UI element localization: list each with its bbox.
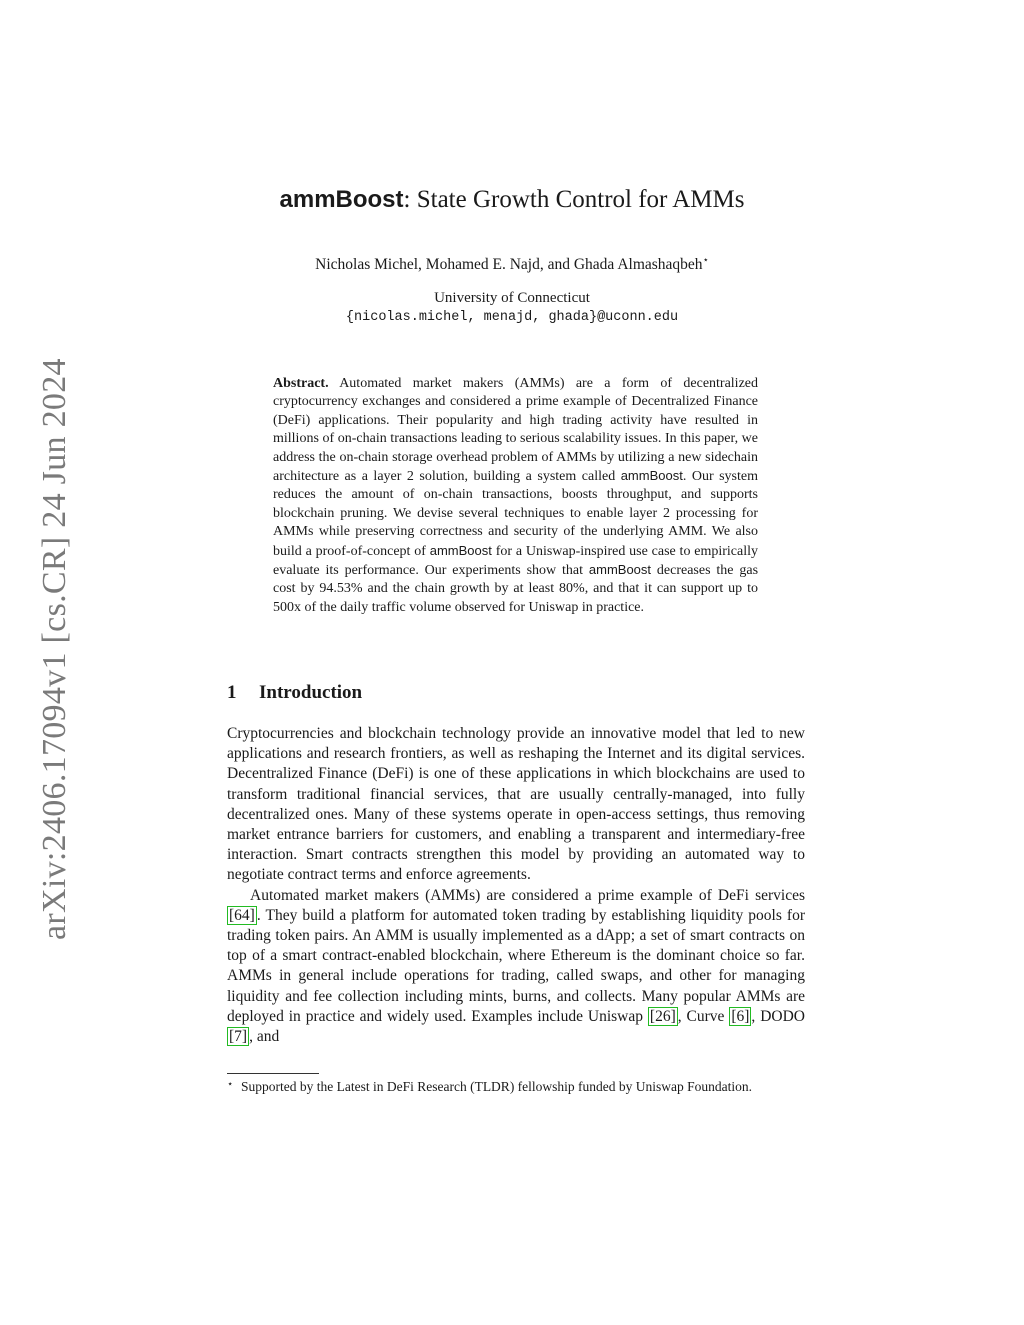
intro-p2-part-a: Automated market makers (AMMs) are considered a prime example of DeFi services	[250, 886, 805, 904]
arxiv-identifier-stamp: arXiv:2406.17094v1 [cs.CR] 24 Jun 2024	[36, 358, 73, 940]
intro-p2-part-c: , Curve	[677, 1007, 725, 1025]
intro-p2-part-d: , DODO	[751, 1007, 805, 1025]
citation-link-64[interactable]: [64]	[229, 906, 255, 924]
abstract-text-4: decreases the gas cost by 94.53% and the chain growth by at least 80%, and that it can support up to 500x of the daily traffic volume observed for Uniswap in practice.	[273, 563, 759, 615]
abstract-block	[273, 375, 758, 617]
abstract-text-1: Automated market makers (AMMs) are a form of decentralized cryptocurrency exchanges and considered a prime example of Decentralized Finance (DeFi) applications. Their popularity and high trading activity have resulted in millions of on-chain transactions leading to serious scalability issues. In this paper, we address the on-chain storage overhead problem of AMMs by utilizing a new sidechain architecture as a layer 2 solution, building a system called	[273, 376, 759, 485]
authors-text: Nicholas Michel, Mohamed E. Najd, and Ghada Almashaqbeh	[315, 256, 703, 274]
intro-paragraph-1: Cryptocurrencies and blockchain technology provide an innovative model that led to new applications and research frontiers, as well as reshaping the Internet and its digital services. Decentralized Finance (DeFi) is one of these applications in which blockchains are used to transform traditional financial services, that are usually centrally-managed, into fully decentralized ones. Many of these systems operate in open-access settings, thus removing market entrance barriers for customers, and enabling a transparent and intermediary-free interaction. Smart contracts strengthen this model by providing an automated way to negotiate contract terms and enforce agreements.	[227, 725, 805, 884]
citation-link-26[interactable]: [26]	[649, 1007, 676, 1025]
affiliation: University of Connecticut	[434, 290, 590, 306]
footnote-mark: ⋆	[227, 1079, 234, 1090]
intro-paragraph-2	[227, 886, 805, 1048]
footnote-divider	[227, 1073, 319, 1074]
title-system-name: ammBoost	[279, 186, 404, 213]
intro-p2-part-e: , and	[249, 1028, 280, 1046]
citation-link-6[interactable]: [6]	[731, 1007, 750, 1025]
author-emails: {nicolas.michel, menajd, ghada}@uconn.edu	[345, 310, 679, 325]
abstract-label: Abstract.	[273, 376, 329, 391]
author-footnote-mark: ⋆	[702, 255, 709, 266]
abstract-system-name-2: ammBoost	[429, 542, 492, 558]
footnote-text: Supported by the Latest in DeFi Research (TLDR) fellowship funded by Uniswap Foundation.	[241, 1079, 753, 1094]
abstract-system-name-3: ammBoost	[588, 562, 652, 578]
section-number: 1	[227, 682, 237, 703]
abstract-text-3: for a Uniswap-inspired use case to empirically evaluate its performance. Our experiments show that	[273, 543, 758, 579]
title-rest: : State Growth Control for AMMs	[403, 186, 745, 213]
intro-p2-part-b: . They build a platform for automated token trading by establishing liquidity pools for trading token pairs. An AMM is usually implemented as a dApp; a set of smart contracts on top of a smart contract-enabled blockchain, where Ethereum is the dominant choice so far. AMMs in general include operations for trading, called swaps, and other for managing liquidity and fee collection including mints, burns, and collects. Many popular AMMs are deployed in practice and widely used. Examples include Uniswap	[227, 906, 805, 1025]
introduction-body	[227, 724, 805, 1047]
citation-link-7[interactable]: [7]	[229, 1028, 248, 1046]
section-heading-introduction	[227, 682, 362, 704]
abstract-text-2: . Our system reduces the amount of on-chain transactions, boosts throughput, and supports blockchain pruning. We devise several techniques to enable layer 2 processing for AMMs while preserving correctness and security of the underlying AMM. We also build a proof-of-concept of	[273, 469, 758, 559]
author-list	[0, 255, 1024, 274]
section-title: Introduction	[259, 682, 363, 703]
paper-title	[0, 186, 1024, 214]
footnote	[227, 1078, 805, 1096]
abstract-system-name-1: ammBoost	[620, 468, 683, 484]
